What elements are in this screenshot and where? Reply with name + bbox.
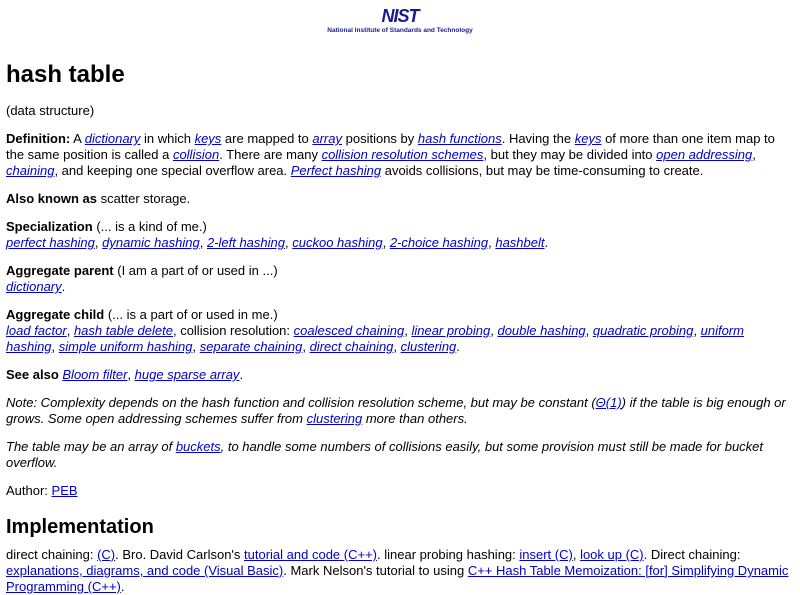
link-open-addressing[interactable]: open addressing (656, 147, 753, 162)
link-2-choice-hashing[interactable]: 2-choice hashing (389, 235, 489, 250)
impl-text: direct chaining: (6, 547, 98, 562)
see-also-section: See also Bloom filter, huge sparse array. (6, 367, 244, 382)
link-dictionary[interactable]: dictionary (84, 131, 141, 146)
aggregate-parent-desc: (I am a part of or used in ...) (113, 263, 278, 278)
buckets-text: , to handle some numbers of collisions easily, but some provision must still be made for bucket overflow. (6, 439, 764, 470)
see-also-label: See also (6, 367, 59, 382)
specialization-label: Specialization (6, 219, 93, 234)
also-known-label: Also known as (6, 191, 98, 206)
link-chaining[interactable]: chaining (6, 163, 55, 178)
aggregate-parent-label: Aggregate parent (6, 263, 114, 278)
nist-logo-subtitle: National Institute of Standards and Technology (327, 27, 473, 34)
buckets-note (6, 439, 794, 471)
note-text: Note: Complexity depends on the hash function and collision resolution scheme, but may be constant ( (6, 395, 596, 410)
link-perfect-hashing[interactable]: Perfect hashing (290, 163, 382, 178)
definition-label: Definition: (6, 131, 71, 146)
link-author-peb[interactable]: PEB (51, 483, 78, 498)
note-text: more than others. (362, 411, 468, 426)
link-2-left-hashing[interactable]: 2-left hashing (206, 235, 285, 250)
aggregate-child-label: Aggregate child (6, 307, 105, 322)
link-double-hashing[interactable]: double hashing (497, 323, 586, 338)
link-dictionary-parent[interactable]: dictionary (6, 279, 62, 294)
impl-text: . (120, 579, 125, 594)
link-keys-2[interactable]: keys (574, 131, 602, 146)
link-bloom-filter[interactable]: Bloom filter (62, 367, 128, 382)
link-keys[interactable]: keys (194, 131, 222, 146)
link-quadratic-probing[interactable]: quadratic probing (592, 323, 694, 338)
link-carlson-tutorial[interactable]: tutorial and code (C++) (244, 547, 377, 562)
definition-text: . Having the (501, 131, 575, 146)
nist-logo[interactable] (6, 0, 794, 37)
also-known-as (6, 191, 794, 207)
buckets-text: The table may be an array of (6, 439, 176, 454)
link-perfect-hashing-spec[interactable]: perfect hashing (6, 235, 95, 250)
note-text: ) if the table is big enough or grows. Some open addressing schemes suffer from (6, 395, 786, 426)
link-linear-probing[interactable]: linear probing (411, 323, 491, 338)
link-simple-uniform-hashing[interactable]: simple uniform hashing (58, 339, 193, 354)
link-insert-c[interactable]: insert (C) (519, 547, 573, 562)
definition-text: avoids collisions, but may be time-consuming to create. (381, 163, 704, 178)
definition-text: in which (140, 131, 195, 146)
impl-text: , (572, 547, 581, 562)
complexity-note (6, 395, 794, 427)
also-known-text: scatter storage. (97, 191, 191, 206)
aggregate-child-text: , collision resolution: (172, 323, 294, 338)
link-collision[interactable]: collision (172, 147, 220, 162)
definition-text: , but they may be divided into (483, 147, 657, 162)
aggregate-child-desc: (... is a part of or used in me.) (104, 307, 278, 322)
page-title: hash table (6, 61, 125, 88)
nist-logo-mark: NIST (381, 6, 419, 26)
link-uniform-hashing[interactable]: uniform hashing (6, 323, 744, 354)
link-buckets[interactable]: buckets (175, 439, 221, 454)
link-collision-resolution-schemes[interactable]: collision resolution schemes (321, 147, 484, 162)
link-hash-table-delete[interactable]: hash table delete (73, 323, 173, 338)
author-label: Author: (6, 483, 52, 498)
definition-text: A (70, 131, 85, 146)
impl-text: . Bro. David Carlson's (115, 547, 245, 562)
link-theta-1[interactable]: Θ(1) (595, 395, 622, 410)
link-huge-sparse-array[interactable]: huge sparse array (134, 367, 240, 382)
definition-text: , and keeping one special overflow area. (54, 163, 291, 178)
definition-text: are mapped to (221, 131, 313, 146)
link-coalesced-chaining[interactable]: coalesced chaining (293, 323, 405, 338)
impl-text: . Direct chaining: (643, 547, 741, 562)
specialization-desc: (... is a kind of me.) (92, 219, 207, 234)
link-hashbelt[interactable]: hashbelt (495, 235, 545, 250)
page-subtitle: (data structure) (6, 103, 95, 118)
link-direct-chaining[interactable]: direct chaining (309, 339, 394, 354)
definition-paragraph (6, 131, 794, 179)
link-clustering[interactable]: clustering (400, 339, 457, 354)
aggregate-parent-section: Aggregate parent (I am a part of or used in ...) dictionary. (6, 263, 278, 294)
link-hash-functions[interactable]: hash functions (417, 131, 502, 146)
link-separate-chaining[interactable]: separate chaining (199, 339, 303, 354)
impl-text: . linear probing hashing: (377, 547, 520, 562)
link-clustering-note[interactable]: clustering (306, 411, 363, 426)
definition-text: , (752, 147, 756, 162)
link-cuckoo-hashing[interactable]: cuckoo hashing (292, 235, 383, 250)
link-direct-chaining-c[interactable]: (C) (97, 547, 116, 562)
link-dynamic-hashing[interactable]: dynamic hashing (102, 235, 200, 250)
link-load-factor[interactable]: load factor (6, 323, 67, 338)
link-look-up-c[interactable]: look up (C) (580, 547, 644, 562)
aggregate-child-section: Aggregate child (... is a part of or used in me.) load factor, hash table delete, collision resolution: coalesced chaining, linear probing, double hashing, quadratic probing, uniform hashing, simple uniform hashing, separate chaining, direct chaining, clustering. (6, 307, 744, 354)
impl-text: . Mark Nelson's tutorial to using (283, 563, 468, 578)
link-nelson-memoization[interactable]: C++ Hash Table Memoization: [for] Simplifying Dynamic Programming (C++) (6, 563, 789, 594)
implementation-heading: Implementation (6, 516, 154, 538)
link-explanations-vb[interactable]: explanations, diagrams, and code (Visual Basic) (6, 563, 284, 578)
definition-text: . There are many (219, 147, 322, 162)
link-array[interactable]: array (312, 131, 342, 146)
definition-text: positions by (342, 131, 418, 146)
definition-text: of more than one item map to the same position is called a (6, 131, 775, 162)
author-line (6, 483, 794, 499)
specialization-section: Specialization (... is a kind of me.) perfect hashing, dynamic hashing, 2-left hashing, cuckoo hashing, 2-choice hashing, hashbelt. (6, 219, 549, 250)
